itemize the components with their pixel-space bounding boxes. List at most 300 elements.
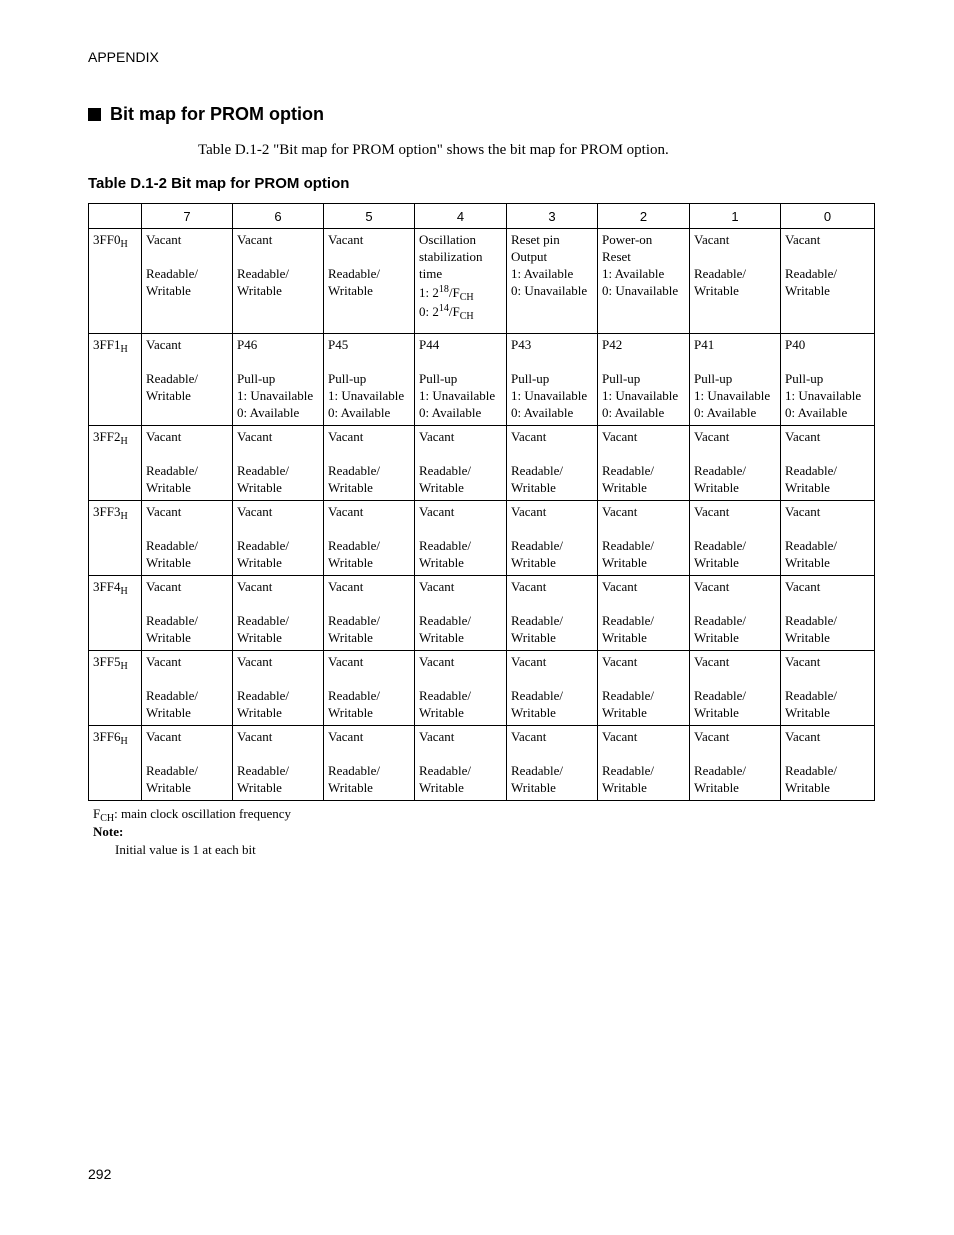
address-subscript: H (120, 239, 128, 250)
table-row (89, 651, 875, 726)
cell-line: Readable/ (694, 266, 746, 281)
address-cell (89, 334, 142, 426)
cell-blank-line (602, 353, 686, 370)
cell-blank-line (419, 353, 503, 370)
cell-blank-line (328, 248, 411, 265)
bit-map-table (88, 203, 875, 801)
bit-cell (233, 726, 324, 801)
cell-line: Readable/ (511, 763, 563, 778)
formula-subscript: CH (459, 311, 474, 322)
bit-cell (507, 229, 598, 334)
cell-line: Writable (146, 283, 191, 298)
cell-blank-line (785, 248, 871, 265)
bit-cell (142, 726, 233, 801)
bit-cell (690, 651, 781, 726)
cell-blank-line (785, 670, 871, 687)
cell-line: Writable (511, 480, 556, 495)
cell-line: Vacant (785, 579, 821, 594)
formula-line (419, 284, 503, 301)
cell-blank-line (694, 353, 777, 370)
address-label: 3FF5 (93, 654, 121, 669)
bit-cell (324, 334, 415, 426)
cell-line: Output (511, 249, 548, 264)
cell-line: Readable/ (694, 688, 746, 703)
address-cell (89, 651, 142, 726)
cell-line: Writable (785, 555, 830, 570)
address-cell (89, 229, 142, 334)
bit-cell (324, 426, 415, 501)
bit-cell (507, 651, 598, 726)
cell-line: Writable (694, 780, 739, 795)
cell-line: Writable (602, 705, 647, 720)
cell-line: Pull-up (785, 371, 824, 386)
cell-blank-line (694, 745, 777, 762)
cell-line: Writable (785, 630, 830, 645)
cell-blank-line (237, 353, 320, 370)
footnote-symbol-subscript: CH (100, 813, 115, 824)
cell-line: Vacant (237, 232, 273, 247)
bit-cell (142, 334, 233, 426)
cell-blank-line (237, 520, 320, 537)
cell-line: Vacant (419, 579, 455, 594)
cell-line: 0: Unavailable (602, 283, 679, 298)
cell-blank-line (602, 670, 686, 687)
table-row (89, 576, 875, 651)
cell-line: Writable (328, 780, 373, 795)
cell-line: Writable (328, 283, 373, 298)
cell-blank-line (237, 248, 320, 265)
cell-line: Vacant (328, 504, 364, 519)
cell-line: Writable (237, 780, 282, 795)
cell-line: Pull-up (237, 371, 276, 386)
cell-line: P45 (328, 337, 349, 352)
cell-line: Readable/ (694, 613, 746, 628)
bit-cell (142, 576, 233, 651)
cell-line: Writable (146, 780, 191, 795)
cell-line: Readable/ (146, 613, 198, 628)
bit-cell (598, 651, 690, 726)
cell-line: Writable (146, 555, 191, 570)
cell-line: Readable/ (328, 613, 380, 628)
cell-line: Writable (602, 555, 647, 570)
cell-line: Writable (146, 388, 191, 403)
cell-line: Writable (511, 630, 556, 645)
bit-cell (507, 726, 598, 801)
address-subscript: H (120, 511, 128, 522)
formula-exponent: 18 (438, 284, 449, 295)
cell-line: Vacant (328, 729, 364, 744)
address-label: 3FF6 (93, 729, 121, 744)
bit-cell (415, 229, 507, 334)
cell-line: Vacant (146, 504, 182, 519)
cell-line: P43 (511, 337, 532, 352)
cell-line: Writable (328, 480, 373, 495)
table-header-row (89, 204, 875, 229)
footnote-text: : main clock oscillation frequency (114, 806, 292, 821)
formula-divisor: /F (448, 304, 460, 319)
table-row (89, 726, 875, 801)
bit-cell (781, 334, 875, 426)
bit-cell (142, 651, 233, 726)
cell-blank-line (328, 353, 411, 370)
address-cell (89, 726, 142, 801)
cell-line: 0: Unavailable (511, 283, 588, 298)
cell-line: Readable/ (328, 763, 380, 778)
cell-line: Vacant (146, 337, 182, 352)
header-cell: 6 (233, 204, 324, 229)
cell-line: Writable (694, 705, 739, 720)
cell-blank-line (146, 520, 229, 537)
cell-line: Readable/ (328, 538, 380, 553)
intro-paragraph: Table D.1-2 "Bit map for PROM option" shows the bit map for PROM option. (198, 142, 669, 158)
cell-line: Readable/ (785, 763, 837, 778)
cell-line: Readable/ (419, 613, 471, 628)
cell-blank-line (602, 595, 686, 612)
cell-line: 1: Unavailable (237, 388, 314, 403)
cell-line: Writable (785, 705, 830, 720)
cell-line: 0: Available (785, 405, 848, 420)
table-row (89, 334, 875, 426)
section-title: Bit map for PROM option (110, 104, 324, 124)
cell-blank-line (785, 595, 871, 612)
cell-line: P42 (602, 337, 623, 352)
cell-blank-line (785, 445, 871, 462)
bit-cell (415, 576, 507, 651)
cell-line: 1: Unavailable (328, 388, 405, 403)
cell-line: Writable (602, 480, 647, 495)
cell-blank-line (511, 670, 594, 687)
cell-line: Writable (146, 705, 191, 720)
cell-blank-line (511, 595, 594, 612)
cell-line: time (419, 266, 443, 281)
cell-line: 1: Unavailable (602, 388, 679, 403)
bit-cell (507, 334, 598, 426)
cell-blank-line (237, 445, 320, 462)
table-row (89, 426, 875, 501)
cell-line: Writable (237, 283, 282, 298)
address-label: 3FF3 (93, 504, 121, 519)
cell-line: Vacant (237, 504, 273, 519)
cell-line: Readable/ (237, 613, 289, 628)
cell-line: P46 (237, 337, 258, 352)
bit-cell (598, 726, 690, 801)
bit-cell (690, 726, 781, 801)
cell-line: Readable/ (602, 763, 654, 778)
cell-line: Readable/ (511, 688, 563, 703)
cell-blank-line (328, 745, 411, 762)
bit-cell (415, 426, 507, 501)
cell-line: Vacant (602, 429, 638, 444)
cell-line: Pull-up (511, 371, 550, 386)
cell-line: Vacant (237, 429, 273, 444)
formula-exponent: 14 (438, 303, 449, 314)
bit-cell (233, 426, 324, 501)
bit-cell (324, 501, 415, 576)
cell-line: Readable/ (694, 763, 746, 778)
cell-line: Writable (237, 705, 282, 720)
cell-blank-line (419, 745, 503, 762)
cell-blank-line (602, 445, 686, 462)
bit-cell (598, 576, 690, 651)
cell-blank-line (785, 520, 871, 537)
bit-cell (781, 229, 875, 334)
cell-line: Vacant (785, 429, 821, 444)
address-subscript: H (120, 736, 128, 747)
cell-line: Writable (328, 555, 373, 570)
cell-line: Readable/ (146, 538, 198, 553)
bit-cell (233, 651, 324, 726)
cell-line: Writable (785, 283, 830, 298)
cell-line: Vacant (602, 579, 638, 594)
cell-line: Pull-up (694, 371, 733, 386)
bit-cell (690, 229, 781, 334)
bit-cell (233, 501, 324, 576)
cell-line: Writable (511, 705, 556, 720)
bit-cell (142, 426, 233, 501)
cell-line: Vacant (694, 654, 730, 669)
bit-cell (415, 726, 507, 801)
cell-line: Readable/ (237, 538, 289, 553)
bit-cell (324, 651, 415, 726)
cell-blank-line (694, 595, 777, 612)
cell-line: Readable/ (237, 763, 289, 778)
cell-line: Vacant (419, 729, 455, 744)
bit-cell (415, 334, 507, 426)
header-cell (89, 204, 142, 229)
running-header: APPENDIX (88, 49, 159, 65)
cell-line: Vacant (785, 729, 821, 744)
table-row (89, 501, 875, 576)
cell-line: Vacant (146, 429, 182, 444)
cell-line: Writable (237, 480, 282, 495)
address-cell (89, 501, 142, 576)
cell-blank-line (694, 670, 777, 687)
cell-line: Vacant (694, 232, 730, 247)
cell-line: 1: Unavailable (694, 388, 771, 403)
cell-line: Readable/ (511, 463, 563, 478)
cell-line: Readable/ (419, 688, 471, 703)
cell-line: Readable/ (694, 538, 746, 553)
cell-blank-line (146, 595, 229, 612)
cell-line: 0: Available (237, 405, 300, 420)
cell-blank-line (785, 745, 871, 762)
formula-prefix: 1: 2 (419, 285, 439, 300)
cell-line: Writable (602, 780, 647, 795)
cell-blank-line (694, 248, 777, 265)
cell-blank-line (328, 445, 411, 462)
table-notes (93, 805, 291, 859)
bit-cell (415, 501, 507, 576)
cell-line: Writable (785, 780, 830, 795)
footnote-symbol: F (93, 806, 101, 821)
cell-line: 1: Unavailable (785, 388, 862, 403)
bit-cell (781, 501, 875, 576)
bit-cell (233, 229, 324, 334)
cell-line: Readable/ (146, 763, 198, 778)
bit-cell (598, 426, 690, 501)
cell-line: Writable (511, 780, 556, 795)
bit-cell (690, 576, 781, 651)
header-cell: 1 (690, 204, 781, 229)
cell-line: Writable (328, 705, 373, 720)
cell-line: Power-on (602, 232, 653, 247)
cell-line: Vacant (328, 579, 364, 594)
cell-line: 1: Available (602, 266, 665, 281)
bit-cell (598, 501, 690, 576)
cell-line: Writable (328, 630, 373, 645)
black-square-bullet-icon (88, 108, 101, 121)
cell-line: Readable/ (237, 688, 289, 703)
cell-line: 0: Available (419, 405, 482, 420)
cell-blank-line (694, 445, 777, 462)
cell-line: Readable/ (328, 463, 380, 478)
cell-line: Writable (694, 283, 739, 298)
cell-blank-line (511, 445, 594, 462)
cell-line: Writable (237, 630, 282, 645)
cell-line: Vacant (694, 504, 730, 519)
cell-blank-line (328, 595, 411, 612)
cell-line: 0: Available (694, 405, 757, 420)
cell-line: Readable/ (785, 266, 837, 281)
cell-line: Writable (146, 480, 191, 495)
bit-cell (324, 726, 415, 801)
cell-line: Writable (511, 555, 556, 570)
bit-cell (142, 229, 233, 334)
cell-line: Writable (785, 480, 830, 495)
bit-cell (690, 334, 781, 426)
cell-line: Readable/ (237, 266, 289, 281)
bit-cell (142, 501, 233, 576)
cell-line: Readable/ (328, 266, 380, 281)
cell-line: Readable/ (785, 463, 837, 478)
cell-line: Readable/ (146, 463, 198, 478)
cell-line: Readable/ (602, 538, 654, 553)
cell-blank-line (237, 595, 320, 612)
cell-line: P40 (785, 337, 806, 352)
formula-subscript: CH (459, 292, 474, 303)
cell-line: Readable/ (419, 763, 471, 778)
cell-line: Vacant (694, 729, 730, 744)
cell-line: Pull-up (419, 371, 458, 386)
cell-line: Writable (146, 630, 191, 645)
cell-blank-line (511, 353, 594, 370)
header-cell: 5 (324, 204, 415, 229)
formula-prefix: 0: 2 (419, 304, 439, 319)
address-label: 3FF4 (93, 579, 121, 594)
cell-blank-line (146, 670, 229, 687)
cell-line: P41 (694, 337, 715, 352)
cell-line: 0: Available (602, 405, 665, 420)
section-heading (88, 104, 324, 125)
header-cell: 3 (507, 204, 598, 229)
bit-cell (598, 334, 690, 426)
cell-line: Oscillation (419, 232, 477, 247)
bit-cell (690, 426, 781, 501)
cell-line: Writable (419, 555, 464, 570)
cell-blank-line (602, 520, 686, 537)
cell-line: Vacant (511, 504, 547, 519)
cell-line: Vacant (694, 579, 730, 594)
bit-cell (598, 229, 690, 334)
cell-line: Readable/ (419, 538, 471, 553)
cell-blank-line (328, 520, 411, 537)
address-subscript: H (120, 586, 128, 597)
cell-line: Vacant (511, 729, 547, 744)
cell-line: Pull-up (328, 371, 367, 386)
cell-blank-line (694, 520, 777, 537)
cell-blank-line (146, 248, 229, 265)
cell-line: Readable/ (602, 688, 654, 703)
page-number: 292 (88, 1166, 112, 1182)
cell-blank-line (785, 353, 871, 370)
header-cell: 0 (781, 204, 875, 229)
cell-line: Vacant (328, 429, 364, 444)
cell-line: Vacant (511, 654, 547, 669)
address-subscript: H (120, 344, 128, 355)
cell-line: Readable/ (237, 463, 289, 478)
cell-line: Vacant (602, 729, 638, 744)
cell-line: Pull-up (602, 371, 641, 386)
bit-cell (233, 334, 324, 426)
cell-line: Vacant (328, 232, 364, 247)
cell-blank-line (419, 595, 503, 612)
cell-line: 0: Available (511, 405, 574, 420)
cell-line: Vacant (146, 232, 182, 247)
cell-line: Writable (419, 705, 464, 720)
table-caption: Table D.1-2 Bit map for PROM option (88, 175, 350, 192)
address-subscript: H (120, 436, 128, 447)
cell-line: Readable/ (146, 371, 198, 386)
note-label: Note: (93, 824, 124, 839)
bit-cell (781, 726, 875, 801)
cell-blank-line (511, 520, 594, 537)
cell-line: Readable/ (602, 463, 654, 478)
note-text: Initial value is 1 at each bit (115, 842, 256, 857)
cell-blank-line (237, 670, 320, 687)
bit-cell (233, 576, 324, 651)
bit-cell (781, 576, 875, 651)
cell-line: Vacant (511, 579, 547, 594)
cell-line: P44 (419, 337, 440, 352)
cell-line: Vacant (419, 504, 455, 519)
cell-line: Vacant (328, 654, 364, 669)
cell-line: Reset pin (511, 232, 560, 247)
bit-cell (507, 501, 598, 576)
cell-line: Readable/ (146, 688, 198, 703)
cell-line: 1: Unavailable (511, 388, 588, 403)
cell-line: Readable/ (146, 266, 198, 281)
cell-line: Writable (694, 480, 739, 495)
cell-line: Writable (694, 555, 739, 570)
cell-line: Writable (237, 555, 282, 570)
address-label: 3FF1 (93, 337, 121, 352)
cell-blank-line (602, 745, 686, 762)
cell-line: Readable/ (511, 538, 563, 553)
address-label: 3FF2 (93, 429, 121, 444)
cell-blank-line (146, 353, 229, 370)
cell-line: Readable/ (511, 613, 563, 628)
bit-cell (415, 651, 507, 726)
cell-line: Readable/ (419, 463, 471, 478)
cell-blank-line (146, 445, 229, 462)
bit-cell (324, 576, 415, 651)
cell-line: Vacant (785, 232, 821, 247)
cell-line: Vacant (419, 654, 455, 669)
cell-blank-line (419, 520, 503, 537)
cell-line: Vacant (419, 429, 455, 444)
formula-line (419, 303, 503, 320)
cell-blank-line (328, 670, 411, 687)
